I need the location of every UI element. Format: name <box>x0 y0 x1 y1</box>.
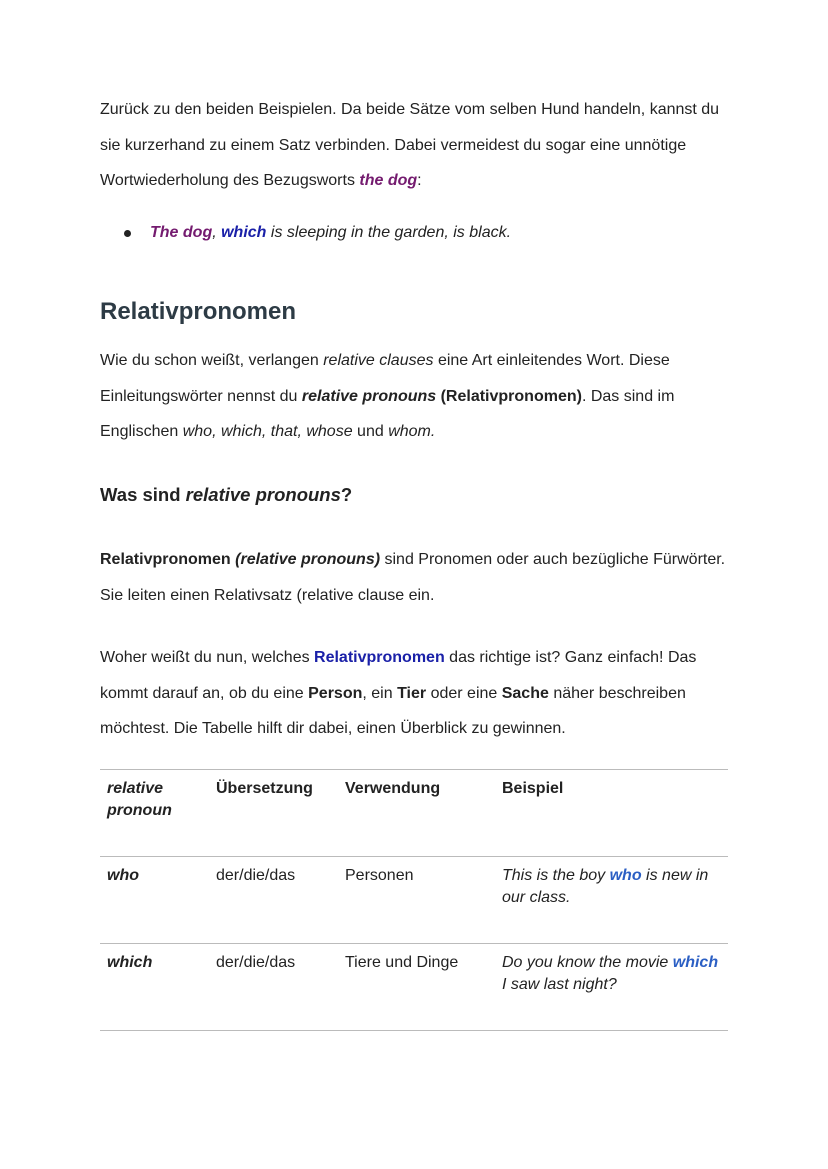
header-beispiel: Beispiel <box>502 780 564 797</box>
section-paragraph: Wie du schon weißt, verlangen relative clauses eine Art einleitendes Wort. Diese Einleitungswörter nennst du relative pronouns (Relativpronomen). Das sind im Englischen who, which, that, whose und whom. <box>100 352 675 440</box>
subheading: Was sind relative pronouns? <box>100 484 353 505</box>
table-header-row <box>100 770 728 857</box>
table-row <box>100 857 728 944</box>
cell-translation: der/die/das <box>216 954 296 971</box>
relativpronomen-highlight: Relativpronomen <box>314 649 445 666</box>
usage-paragraph: Woher weißt du nun, welches Relativpronomen das richtige ist? Ganz einfach! Das kommt darauf an, ob du eine Person, ein Tier oder eine Sache näher beschreiben möchtest. Die Tabelle hilft dir dabei, einen Überblick zu gewinnen. <box>100 649 697 737</box>
definition-paragraph: Relativpronomen (relative pronouns) sind Pronomen oder auch bezügliche Fürwörter. Sie leiten einen Relativsatz (relative clause ein. <box>100 551 726 604</box>
header-relative-pronoun: relative pronoun <box>107 780 172 819</box>
pronoun-table <box>100 769 728 1031</box>
table-row <box>100 944 728 1031</box>
example-subject: The dog <box>150 224 213 241</box>
header-verwendung: Verwendung <box>345 780 441 797</box>
cell-example: Do you know the movie which I saw last night? <box>502 954 719 993</box>
example-bullet: The dog, which is sleeping in the garden, is black. <box>128 222 511 244</box>
section-title: Relativpronomen <box>100 298 297 325</box>
highlight-the-dog: the dog <box>359 172 418 189</box>
cell-usage: Personen <box>345 867 414 884</box>
cell-translation: der/die/das <box>216 867 296 884</box>
cell-usage: Tiere und Dinge <box>345 954 459 971</box>
header-uebersetzung: Übersetzung <box>216 780 313 797</box>
cell-pronoun: which <box>107 954 153 971</box>
intro-paragraph: Zurück zu den beiden Beispielen. Da beide Sätze vom selben Hund handeln, kannst du sie kurzerhand zu einem Satz verbinden. Dabei vermeidest du sogar eine unnötige Wortwiederholung des Bezugsworts the dog: <box>100 101 720 189</box>
cell-pronoun: who <box>107 867 139 884</box>
example-pronoun: which <box>221 224 267 241</box>
cell-example: This is the boy who is new in our class. <box>502 867 709 906</box>
